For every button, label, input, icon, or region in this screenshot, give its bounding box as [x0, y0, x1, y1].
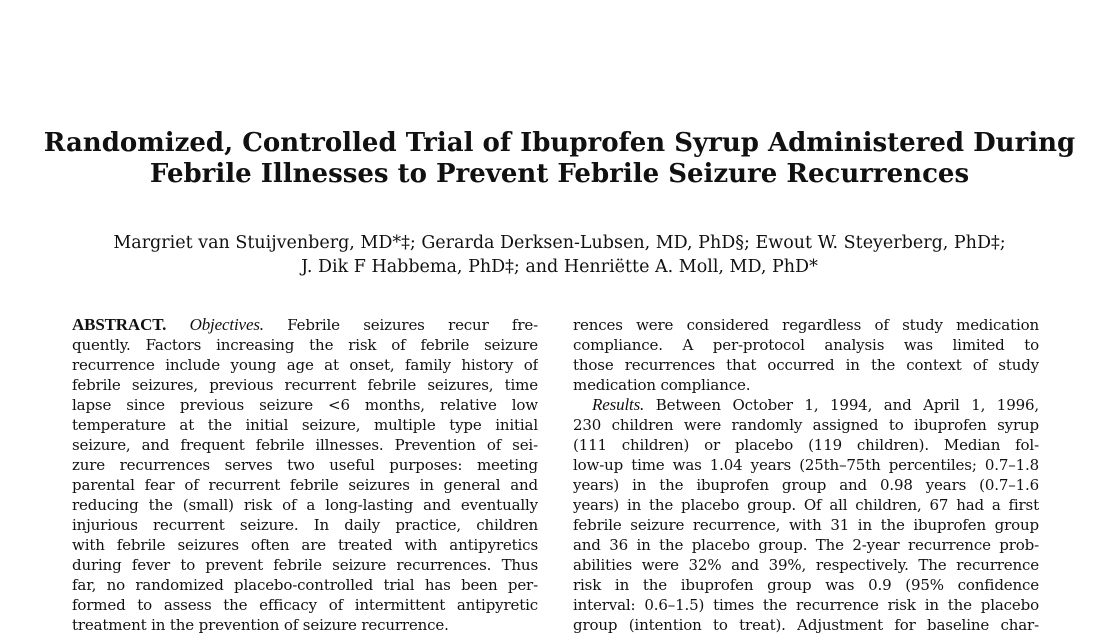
abstract-line: low-up time was 1.04 years (25th–75th percentiles; 0.7–1.8	[573, 456, 1039, 474]
abstract-line: those recurrences that occurred in the context of study	[573, 356, 1039, 374]
author-line-1: Margriet van Stuijvenberg, MD*‡; Gerarda Derksen-Lubsen, MD, PhD§; Ewout W. Steyerberg, PhD‡;	[113, 233, 1006, 253]
abstract-line: (111 children) or placebo (119 children). Median fol-	[573, 436, 1039, 454]
abstract-line: lapse since previous seizure <6 months, relative low	[72, 396, 538, 414]
abstract-line: injurious recurrent seizure. In daily practice, children	[72, 516, 538, 534]
abstract-line: temperature at the initial seizure, multiple type initial	[72, 416, 538, 434]
results-first-line-text: Between October 1, 1994, and April 1, 1996,	[655, 396, 1039, 414]
abstract-label: ABSTRACT.	[72, 315, 167, 334]
abstract-line: rences were considered regardless of study medication	[573, 316, 1039, 334]
abstract-line: with febrile seizures often are treated with antipyretics	[72, 536, 538, 554]
abstract-line: parental fear of recurrent febrile seizures in general and	[72, 476, 538, 494]
abstract-last-line: treatment in the prevention of seizure recurrence.	[72, 616, 449, 634]
abstract-line: 230 children were randomly assigned to ibuprofen syrup	[573, 416, 1039, 434]
abstract-line: compliance. A per-protocol analysis was limited to	[573, 336, 1039, 354]
abstract-line: group (intention to treat). Adjustment for baseline char-	[573, 616, 1039, 634]
author-list	[0, 231, 1119, 279]
objectives-label: Objectives.	[189, 315, 264, 334]
title-line-2: Febrile Illnesses to Prevent Febrile Seizure Recurrences	[149, 159, 970, 189]
results-first-line	[573, 395, 1039, 415]
abstract-line: recurrence include young age at onset, family history of	[72, 356, 538, 374]
abstract-line: risk in the ibuprofen group was 0.9 (95% confidence	[573, 576, 1039, 594]
author-line-2: J. Dik F Habbema, PhD‡; and Henriëtte A. Moll, MD, PhD*	[301, 257, 818, 277]
abstract-line: formed to assess the efficacy of intermittent antipyretic	[72, 596, 538, 614]
abstract-line: zure recurrences serves two useful purposes: meeting	[72, 456, 538, 474]
abstract-line: febrile seizures, previous recurrent febrile seizures, time	[72, 376, 538, 394]
abstract-right-column	[573, 315, 1039, 635]
abstract-left-column	[72, 315, 538, 635]
abstract-line: seizure, and frequent febrile illnesses. Prevention of sei-	[72, 436, 538, 454]
abstract-line: years) in the ibuprofen group and 0.98 years (0.7–1.6	[573, 476, 1039, 494]
abstract-line: quently. Factors increasing the risk of febrile seizure	[72, 336, 538, 354]
abstract-line: febrile seizure recurrence, with 31 in the ibuprofen group	[573, 516, 1039, 534]
abstract-line: and 36 in the placebo group. The 2-year recurrence prob-	[573, 536, 1039, 554]
results-label: Results.	[592, 395, 645, 414]
abstract-line: years) in the placebo group. Of all children, 67 had a first	[573, 496, 1039, 514]
abstract-line: during fever to prevent febrile seizure recurrences. Thus	[72, 556, 538, 574]
abstract-first-line-text: Febrile seizures recur fre-	[287, 316, 538, 334]
article-title	[0, 128, 1119, 190]
abstract-line: medication compliance.	[573, 376, 751, 394]
title-line-1: Randomized, Controlled Trial of Ibuprofen Syrup Administered During	[43, 128, 1076, 158]
abstract-line: interval: 0.6–1.5) times the recurrence risk in the placebo	[573, 596, 1039, 614]
abstract-line: far, no randomized placebo-controlled trial has been per-	[72, 576, 538, 594]
abstract-line: reducing the (small) risk of a long-lasting and eventually	[72, 496, 538, 514]
abstract-first-line	[72, 315, 538, 335]
abstract-line: abilities were 32% and 39%, respectively. The recurrence	[573, 556, 1039, 574]
